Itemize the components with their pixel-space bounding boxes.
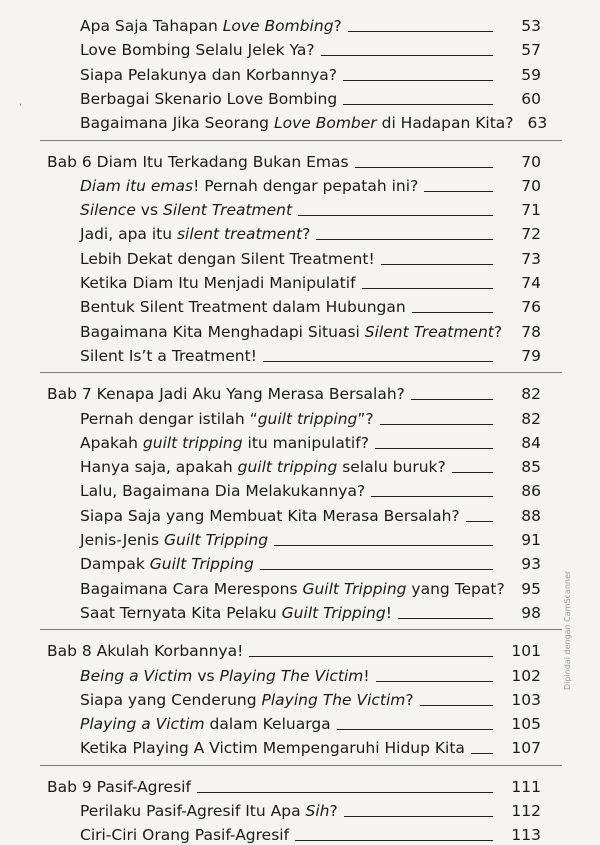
title-segment: Ketika Playing A Victim Mempengaruhi Hidup Kita: [80, 739, 465, 758]
leader-line: [380, 424, 493, 425]
title-segment: Dampak: [80, 555, 150, 574]
entry-title: [80, 113, 514, 133]
title-segment: ?: [493, 322, 503, 341]
toc-entry-row[interactable]: [0, 36, 600, 60]
leader-line: [337, 729, 493, 730]
title-segment: Silent Treatment: [364, 322, 494, 341]
toc-entry-row[interactable]: [0, 429, 600, 453]
entry-title: [80, 176, 418, 196]
toc-entry-row[interactable]: [0, 85, 600, 109]
title-segment: Diam itu emas: [80, 176, 194, 195]
page-number: 85: [521, 458, 541, 477]
toc-chapter-row[interactable]: [0, 637, 600, 661]
section-divider: [40, 765, 562, 766]
title-segment: Lebih Dekat dengan Silent Treatment!: [80, 249, 375, 268]
leader-line: [411, 399, 493, 400]
leader-line: [371, 496, 493, 497]
title-segment: selalu buruk?: [337, 458, 446, 477]
toc-entry-row[interactable]: [0, 245, 600, 269]
title-segment: itu manipulatif?: [242, 433, 369, 452]
title-segment: Silent Treatment: [162, 201, 293, 220]
toc-entry-row[interactable]: [0, 797, 600, 821]
chapter-title: [47, 777, 191, 797]
title-segment: Apakah: [80, 433, 143, 452]
title-segment: Bab 6 Diam Itu Terkadang Bukan Emas: [47, 152, 349, 171]
toc-chapter-row[interactable]: [0, 380, 600, 404]
title-segment: Jadi, apa itu: [80, 225, 177, 244]
leader-line: [298, 215, 493, 216]
leader-line: [263, 361, 493, 362]
leader-line: [343, 104, 493, 105]
title-segment: Bab 7 Kenapa Jadi Aku Yang Merasa Bersalah?: [47, 385, 405, 404]
margin-mark: ‘: [19, 103, 22, 113]
title-segment: Bab 8 Akulah Korbannya!: [47, 642, 244, 661]
entry-title: [80, 825, 289, 845]
page-number: 95: [521, 579, 541, 598]
title-segment: Lalu, Bagaimana Dia Melakukannya?: [80, 482, 366, 501]
leader-line: [420, 705, 493, 706]
title-segment: Guilt Tripping: [164, 531, 269, 549]
toc-entry-row[interactable]: [0, 686, 600, 710]
page-number: 57: [521, 41, 541, 60]
leader-line: [343, 80, 493, 81]
title-segment: guilt tripping: [237, 458, 338, 477]
leader-line: [471, 753, 493, 754]
page-number: 113: [511, 826, 541, 845]
page-number: 91: [521, 531, 541, 549]
toc-entry-row[interactable]: [0, 318, 600, 342]
page-number: 53: [521, 17, 541, 35]
title-segment: Bab 9 Pasif-Agresif: [47, 777, 191, 796]
page-number: 107: [511, 739, 541, 758]
page-number: 112: [511, 802, 541, 820]
toc-entry-row[interactable]: [0, 405, 600, 429]
leader-line: [260, 569, 493, 570]
toc-entry-row[interactable]: [0, 502, 600, 526]
title-segment: ?: [302, 225, 311, 244]
title-segment: Ketika Diam Itu Menjadi Manipulatif: [80, 274, 356, 292]
toc-entry-row[interactable]: [0, 172, 600, 196]
chapter-title: [47, 384, 405, 404]
title-segment: Siapa Pelakunya dan Korbannya?: [80, 65, 338, 84]
chapter-title: [47, 641, 243, 661]
entry-title: [80, 273, 356, 293]
scanner-watermark: Dipindai dengan CamScanner: [563, 570, 572, 690]
title-segment: vs: [135, 201, 163, 220]
title-segment: ! Pernah dengar pepatah ini?: [193, 176, 419, 195]
toc-entry-row[interactable]: [0, 196, 600, 220]
title-segment: dalam Keluarga: [204, 715, 331, 734]
title-segment: yang Tepat?: [406, 579, 505, 598]
toc-entry-row[interactable]: [0, 821, 600, 845]
page-number: 84: [521, 433, 541, 452]
toc-entry-row[interactable]: [0, 61, 600, 85]
entry-title: [80, 409, 374, 429]
entry-title: [80, 16, 342, 36]
title-segment: Berbagai Skenario Love Bombing: [80, 89, 338, 108]
title-segment: Saat Ternyata Kita Pelaku: [80, 603, 282, 622]
entry-title: [80, 603, 392, 623]
entry-title: [80, 433, 369, 453]
title-segment: !: [385, 603, 392, 622]
title-segment: Pernah dengar istilah “: [80, 409, 258, 428]
toc-entry-row[interactable]: [0, 293, 600, 317]
toc-entry-row[interactable]: [0, 550, 600, 574]
page-number: 88: [521, 506, 541, 525]
title-segment: ?: [333, 17, 342, 35]
title-segment: ”?: [357, 409, 374, 428]
title-segment: Hanya saja, apakah: [80, 458, 238, 477]
page-number: 103: [511, 690, 541, 709]
section-divider: [40, 629, 562, 630]
title-segment: !: [363, 666, 370, 685]
title-segment: guilt tripping: [257, 409, 358, 428]
page-number: 111: [511, 777, 541, 796]
title-segment: Guilt Tripping: [149, 555, 254, 574]
page-number: 93: [521, 555, 541, 574]
toc-entry-row[interactable]: [0, 734, 600, 758]
leader-line: [375, 448, 493, 449]
section-divider: [40, 372, 562, 373]
entry-title: [80, 297, 406, 317]
leader-line: [249, 656, 493, 657]
leader-line: [412, 312, 493, 313]
title-segment: Being a Victim: [80, 666, 193, 685]
page-number: 102: [511, 666, 541, 685]
title-segment: Perilaku Pasif-Agresif Itu Apa: [80, 802, 306, 820]
page-number: 70: [521, 152, 541, 171]
toc-entry-row[interactable]: [0, 220, 600, 244]
toc-entry-row[interactable]: [0, 477, 600, 501]
entry-title: [80, 530, 268, 550]
title-segment: Love Bomber: [273, 114, 377, 133]
page-number: 74: [521, 274, 541, 292]
page-number: 78: [521, 322, 541, 341]
entry-title: [80, 579, 505, 599]
leader-line: [466, 521, 493, 522]
title-segment: Playing The Victim: [261, 690, 406, 709]
leader-line: [316, 239, 493, 240]
title-segment: Love Bombing: [222, 17, 334, 35]
page-number: 72: [521, 225, 541, 244]
entry-title: [80, 89, 337, 109]
leader-line: [197, 792, 493, 793]
section-divider: [40, 140, 562, 141]
page-number: 60: [521, 89, 541, 108]
page-number: 70: [521, 176, 541, 195]
toc-chapter-row[interactable]: [0, 148, 600, 172]
title-segment: Guilt Tripping: [302, 579, 407, 598]
entry-title: [80, 457, 446, 477]
title-segment: Siapa yang Cenderung: [80, 690, 262, 709]
entry-title: [80, 481, 365, 501]
page-number: 73: [521, 249, 541, 268]
entry-title: [80, 554, 254, 574]
entry-title: [80, 40, 315, 60]
entry-title: [80, 506, 460, 526]
title-segment: Sih: [305, 802, 330, 820]
entry-title: [80, 801, 338, 821]
title-segment: silent treatment: [176, 225, 303, 244]
chapter-title: [47, 152, 349, 172]
leader-line: [424, 191, 493, 192]
entry-title: [80, 690, 414, 710]
title-segment: Playing a Victim: [80, 715, 205, 734]
title-segment: Love Bombing Selalu Jelek Ya?: [80, 41, 315, 60]
toc-chapter-row[interactable]: [0, 773, 600, 797]
toc-entry-row[interactable]: [0, 342, 600, 366]
entry-title: [80, 249, 375, 269]
leader-line: [355, 167, 493, 168]
title-segment: ?: [329, 802, 338, 820]
title-segment: di Hadapan Kita?: [376, 114, 514, 133]
title-segment: Silence: [80, 201, 136, 220]
title-segment: ?: [405, 690, 414, 709]
leader-line: [274, 545, 493, 546]
title-segment: Bagaimana Jika Seorang: [80, 114, 274, 133]
leader-line: [376, 681, 493, 682]
title-segment: Bagaimana Cara Merespons: [80, 579, 303, 598]
page-number: 86: [521, 482, 541, 501]
leader-line: [321, 55, 493, 56]
page-number: 82: [521, 409, 541, 428]
page-number: 79: [521, 346, 541, 365]
title-segment: guilt tripping: [142, 433, 243, 452]
entry-title: [80, 200, 292, 220]
page-number: 76: [521, 298, 541, 317]
page-number: 101: [511, 642, 541, 661]
title-segment: Siapa Saja yang Membuat Kita Merasa Bersalah?: [80, 506, 460, 525]
page-number: 105: [511, 715, 541, 734]
page-number: 59: [521, 65, 541, 84]
title-segment: Apa Saja Tahapan: [80, 17, 223, 35]
toc-entry-row[interactable]: [0, 526, 600, 550]
title-segment: Guilt Tripping: [281, 603, 386, 622]
leader-line: [295, 840, 493, 841]
toc-entry-row[interactable]: [0, 710, 600, 734]
leader-line: [381, 264, 493, 265]
title-segment: Bentuk Silent Treatment dalam Hubungan: [80, 298, 406, 317]
page-number: 98: [521, 603, 541, 622]
entry-title: [80, 346, 257, 366]
toc-entry-row[interactable]: [0, 453, 600, 477]
page-number: 71: [521, 201, 541, 220]
toc-entry-row[interactable]: [0, 662, 600, 686]
toc-entry-row[interactable]: [0, 109, 600, 133]
leader-line: [362, 288, 493, 289]
entry-title: [80, 224, 310, 244]
title-segment: Ciri-Ciri Orang Pasif-Agresif: [80, 826, 290, 845]
leader-line: [398, 618, 493, 619]
leader-line: [348, 31, 493, 32]
page-number: 82: [521, 385, 541, 404]
title-segment: Jenis-Jenis: [80, 531, 165, 549]
entry-title: [80, 714, 331, 734]
toc-entry-row[interactable]: [0, 269, 600, 293]
entry-title: [80, 322, 502, 342]
leader-line: [344, 816, 493, 817]
leader-line: [452, 472, 493, 473]
toc-entry-row[interactable]: [0, 12, 600, 36]
title-segment: Bagaimana Kita Menghadapi Situasi: [80, 322, 365, 341]
page-number: 63: [527, 114, 548, 133]
entry-title: [80, 666, 370, 686]
title-segment: Playing The Victim: [219, 666, 364, 685]
toc-entry-row[interactable]: [0, 599, 600, 623]
entry-title: [80, 65, 337, 85]
entry-title: [80, 738, 465, 758]
title-segment: vs: [192, 666, 220, 685]
title-segment: Silent Is’t a Treatment!: [80, 346, 257, 365]
toc-entry-row[interactable]: [0, 575, 600, 599]
